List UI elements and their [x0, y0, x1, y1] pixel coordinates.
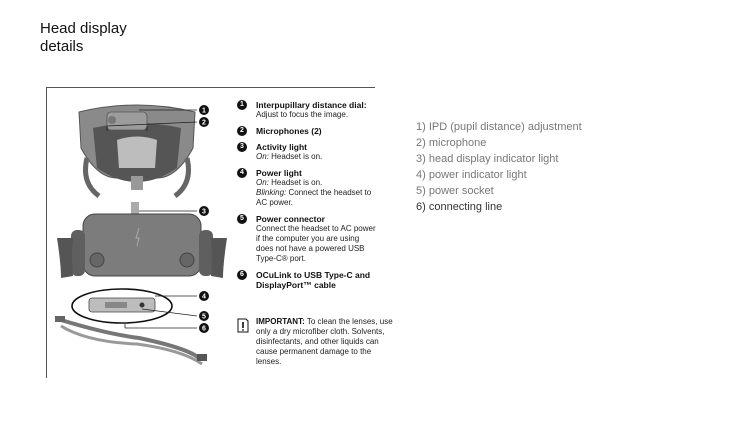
callout-desc: Adjust to focus the image. [256, 110, 349, 119]
callout-desc [256, 152, 377, 162]
callout-item [237, 214, 377, 264]
callout-state-desc: Connect the headset to AC power. [256, 188, 372, 207]
callout-state: Blinking: [256, 188, 287, 197]
legend-item: 3) head display indicator light [416, 153, 559, 165]
headset-illustration [47, 88, 237, 378]
important-text: To clean the lenses, use only a dry microfiber cloth. Solvents, disinfectants, and other liquids can cause permanent damage to the lenses. [256, 317, 393, 366]
legend-list [416, 119, 582, 215]
page-title: Head display details [40, 20, 127, 55]
legend-item: 4) power indicator light [416, 169, 527, 181]
ipd-dial-shape [108, 116, 116, 124]
callout-title: Power light [256, 168, 302, 178]
callout-desc: Connect the headset to AC power if the computer you are using does not have a powered USB Type-C® port. [256, 224, 376, 263]
diagram-number-3: 3 [202, 208, 206, 216]
callout-list [237, 100, 377, 296]
callout-title: Activity light [256, 142, 308, 152]
callout-state-desc: Headset is on. [271, 178, 323, 187]
callout-desc [256, 178, 377, 188]
manual-figure [46, 87, 393, 378]
diagram-number-5: 5 [202, 313, 206, 321]
callout-item [237, 270, 377, 290]
callout-item [237, 126, 377, 136]
diagram-number-4: 4 [202, 293, 206, 301]
callout-state: On: [256, 152, 269, 161]
callout-item [237, 168, 377, 208]
callout-number: 1 [237, 100, 247, 110]
callout-number: 4 [237, 168, 247, 178]
legend-item: 1) IPD (pupil distance) adjustment [416, 121, 582, 133]
callout-title: Power connector [256, 214, 325, 224]
callout-state: On: [256, 178, 269, 187]
callout-item [237, 142, 377, 162]
important-label: IMPORTANT: [256, 317, 305, 326]
legend-item: 5) power socket [416, 185, 494, 197]
legend-item: 2) microphone [416, 137, 487, 149]
callout-title: OCuLink to USB Type-C and DisplayPort™ cable [256, 270, 371, 290]
callout-desc [256, 188, 377, 208]
diagram-number-2: 2 [202, 119, 206, 127]
callout-number: 6 [237, 270, 247, 280]
callout-number: 5 [237, 214, 247, 224]
diagram-number-6: 6 [202, 325, 206, 333]
callout-title: Interpupillary distance dial: [256, 100, 367, 110]
callout-item [237, 100, 377, 120]
callout-number: 3 [237, 142, 247, 152]
diagram-number-1: 1 [202, 107, 206, 115]
warning-icon [237, 318, 249, 333]
legend-item: 6) connecting line [416, 201, 503, 213]
callout-title: Microphones (2) [256, 126, 322, 136]
important-note [237, 317, 396, 367]
callout-number: 2 [237, 126, 247, 136]
callout-state-desc: Headset is on. [271, 152, 323, 161]
